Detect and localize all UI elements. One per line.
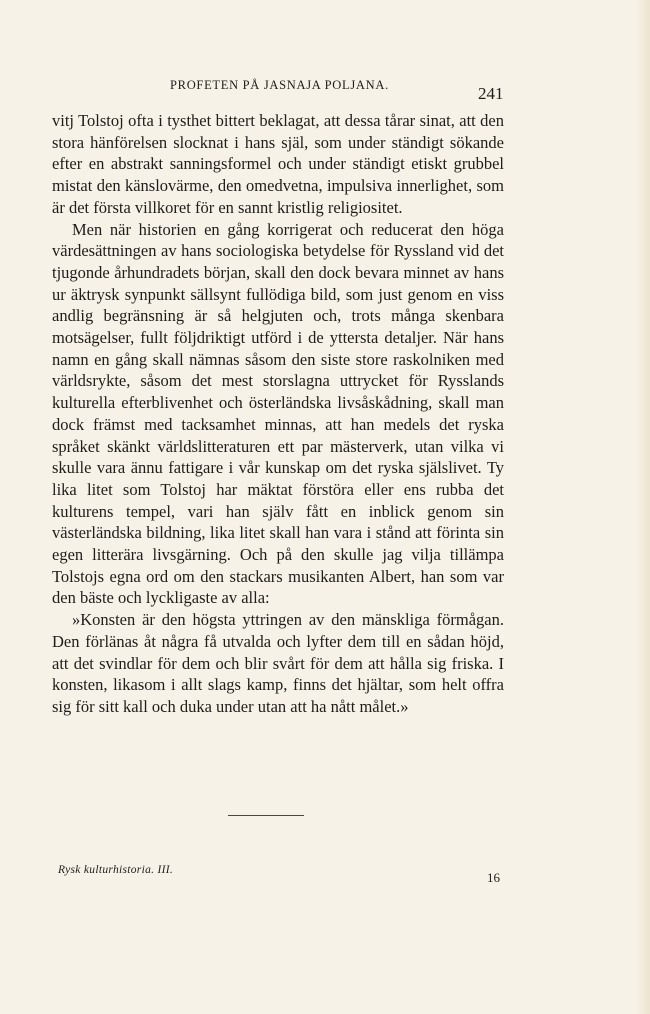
page-edge-shadow <box>636 0 650 1014</box>
paragraph-quote: »Konsten är den högsta yttringen av den mänskliga förmågan. Den förlänas åt några få utvalda och lyfter dem till en sådan höjd, att det svindlar för dem och blir svårt för dem att hålla sig friska. I konsten, likasom i allt slags kamp, finns det hjältar, som helt offra sig för sitt kall och duka under utan att ha nått målet.» <box>52 610 504 716</box>
paragraph-continuation: vitj Tolstoj ofta i tysthet bittert beklagat, att dessa tårar sinat, att den stora hänförelsen slocknat i hans själ, som under ständigt sökande efter en abstrakt sanningsformel och under ständigt etiskt grubbel mistat den känslovärme, den omedvetna, impulsiva innerlighet, som är det första villkoret för en sannt kristlig religiositet. <box>52 111 504 217</box>
paragraph-main: Men när historien en gång korrigerat och reducerat den höga värdesättningen av hans sociologiska betydelse för Ryssland vid det tjugonde århundradets början, skall den dock bevara minnet av hans ur äktrysk synpunkt sällsynt fullödiga bild, som just genom en viss andlig begränsning är så helgjuten och, trots många skenbara motsägelser, fullt följdriktigt utförd i de yttersta detaljer. När hans namn en gång skall nämnas såsom den siste store raskolniken med världsrykte, såsom det mest storslagna uttrycket för Rysslands kulturella efterblivenhet och österländska livsåskådning, skall man dock främst med tacksamhet minnas, att han medels det ryska språket skänkt världslitteraturen ett par mästerverk, utan vilka vi skulle vara ännu fattigare i vår kunskap om det ryska själslivet. Ty lika litet som Tolstoj har mäktat förstöra eller ens rubba det kulturens tempel, vari han själv fått en inblick genom sin västerländska bildning, lika litet skall han vara i stånd att förinta sin egen litterära livsgärning. Och på den skulle jag vilja tillämpa Tolstojs egna ord om den stackars musikanten Albert, han som var den bäste och lyckligaste av alla: <box>52 219 504 608</box>
section-rule <box>228 815 304 816</box>
body-text <box>52 110 504 718</box>
signature-mark: 16 <box>487 870 500 885</box>
page-number: 241 <box>478 84 504 103</box>
running-head: PROFETEN PÅ JASNAJA POLJANA. <box>170 78 389 92</box>
footer-book-title: Rysk kulturhistoria. III. <box>58 864 174 876</box>
